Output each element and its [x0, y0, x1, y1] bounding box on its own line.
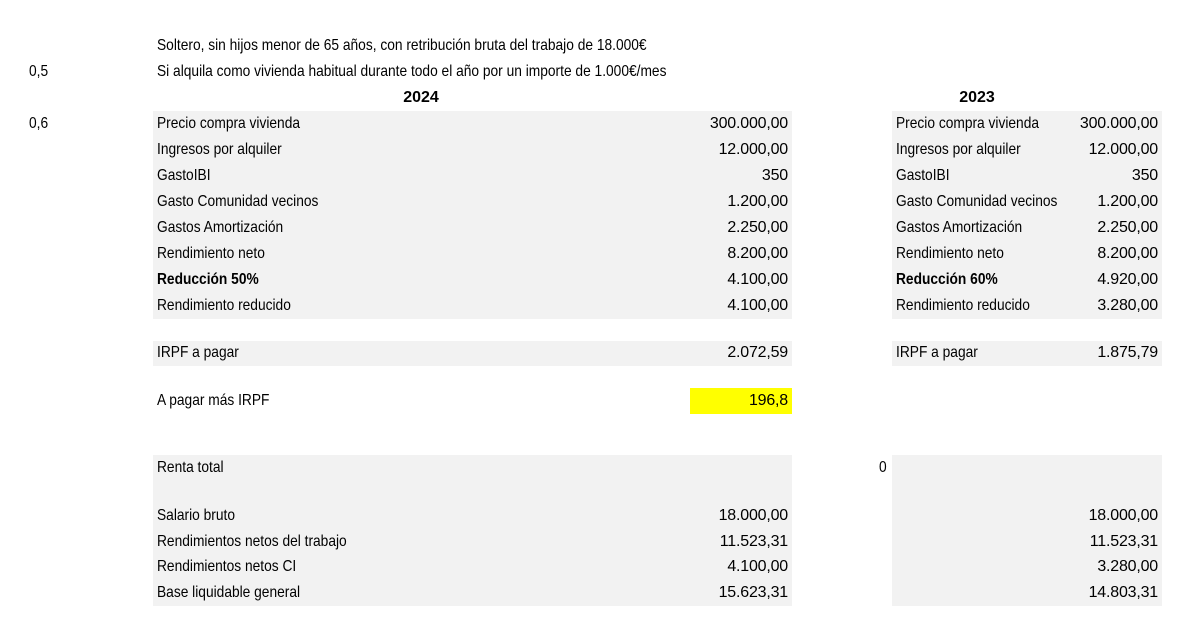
- row-label-2024: Gastos Amortización: [157, 219, 284, 236]
- row-label-2023: Reducción 60%: [896, 271, 998, 288]
- row-label-2023: Gastos Amortización: [896, 219, 1023, 236]
- irpf-label-2024: IRPF a pagar: [157, 344, 239, 361]
- renta-row-label: Base liquidable general: [157, 584, 301, 601]
- renta-row-value-2023: 18.000,00: [1088, 507, 1158, 524]
- year-2024-title: 2024: [403, 89, 439, 106]
- row-value-2023: 350: [1131, 167, 1158, 184]
- row-value-2024: 350: [761, 167, 788, 184]
- extra-value: 196,8: [748, 392, 788, 409]
- row-label-2024: Rendimiento reducido: [157, 297, 291, 314]
- row-label-2024: Ingresos por alquiler: [157, 141, 282, 158]
- row-value-2024: 4.100,00: [727, 297, 788, 314]
- row-value-2023: 4.920,00: [1097, 271, 1158, 288]
- row-label-2023: Precio compra vivienda: [896, 115, 1040, 132]
- renta-row-value-2024: 11.523,31: [719, 533, 788, 550]
- side-value-2: 0,6: [29, 115, 49, 132]
- renta-row-value-2024: 15.623,31: [718, 584, 788, 601]
- irpf-value-2024: 2.072,59: [727, 344, 788, 361]
- row-value-2024: 8.200,00: [727, 245, 788, 262]
- row-label-2023: Gasto Comunidad vecinos: [896, 193, 1058, 210]
- row-label-2023: GastoIBI: [896, 167, 950, 184]
- row-label-2023: Rendimiento neto: [896, 245, 1004, 262]
- renta-row-label: Rendimientos netos CI: [157, 558, 297, 575]
- row-value-2024: 300.000,00: [709, 115, 788, 132]
- renta-row-label: Rendimientos netos del trabajo: [157, 533, 347, 550]
- row-value-2023: 3.280,00: [1097, 297, 1158, 314]
- row-value-2023: 300.000,00: [1079, 115, 1158, 132]
- row-value-2024: 12.000,00: [718, 141, 788, 158]
- row-label-2024: Precio compra vivienda: [157, 115, 301, 132]
- row-value-2024: 4.100,00: [727, 271, 788, 288]
- renta-zero-2023: 0: [879, 459, 887, 476]
- year-2023-title: 2023: [959, 89, 995, 106]
- renta-row-value-2024: 18.000,00: [718, 507, 788, 524]
- renta-label: Renta total: [157, 459, 224, 476]
- renta-row-value-2023: 3.280,00: [1097, 558, 1158, 575]
- row-label-2023: Rendimiento reducido: [896, 297, 1030, 314]
- row-label-2023: Ingresos por alquiler: [896, 141, 1021, 158]
- row-value-2024: 2.250,00: [727, 219, 788, 236]
- renta-row-value-2023: 11.523,31: [1089, 533, 1158, 550]
- row-label-2024: Gasto Comunidad vecinos: [157, 193, 319, 210]
- rent-line: Si alquila como vivienda habitual durante todo el año por un importe de 1.000€/mes: [157, 63, 667, 80]
- row-label-2024: Reducción 50%: [157, 271, 259, 288]
- row-label-2024: Rendimiento neto: [157, 245, 265, 262]
- renta-row-label: Salario bruto: [157, 507, 236, 524]
- row-value-2024: 1.200,00: [727, 193, 788, 210]
- row-value-2023: 8.200,00: [1097, 245, 1158, 262]
- renta-row-value-2023: 14.803,31: [1088, 584, 1158, 601]
- description-line: Soltero, sin hijos menor de 65 años, con retribución bruta del trabajo de 18.000€: [157, 37, 647, 54]
- row-value-2023: 12.000,00: [1088, 141, 1158, 158]
- row-value-2023: 2.250,00: [1097, 219, 1158, 236]
- renta-row-value-2024: 4.100,00: [727, 558, 788, 575]
- extra-label: A pagar más IRPF: [157, 392, 270, 409]
- row-value-2023: 1.200,00: [1097, 193, 1158, 210]
- row-label-2024: GastoIBI: [157, 167, 211, 184]
- irpf-value-2023: 1.875,79: [1097, 344, 1158, 361]
- irpf-label-2023: IRPF a pagar: [896, 344, 978, 361]
- side-value-1: 0,5: [29, 63, 49, 80]
